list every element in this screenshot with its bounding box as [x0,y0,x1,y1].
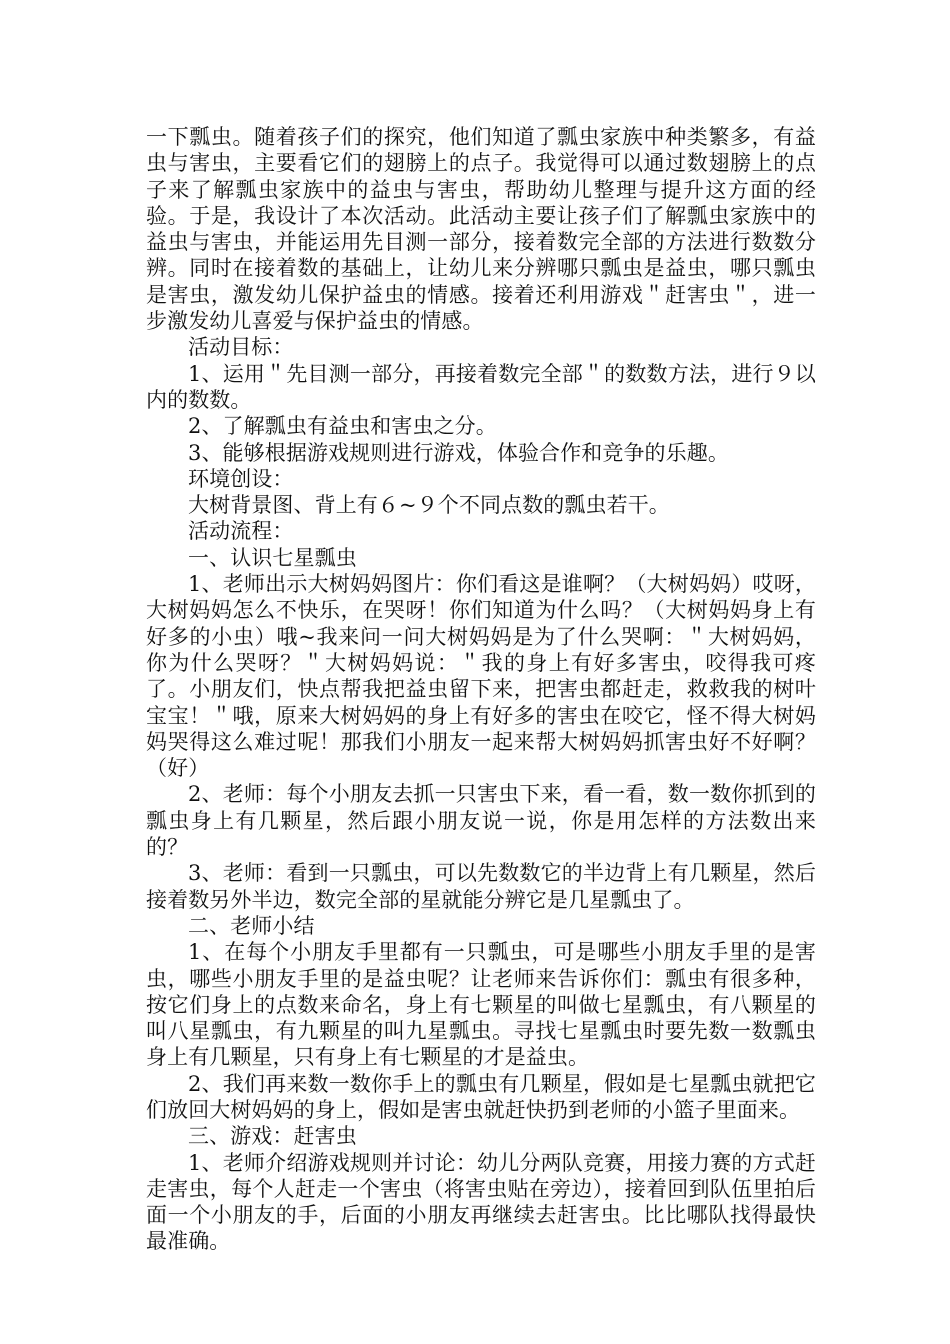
document-page [146,124,816,1255]
objective-item: 2、了解瓢虫有益虫和害虫之分。 [188,414,497,439]
process-paragraph: 1、老师介绍游戏规则并讨论：幼儿分两队竞赛，用接力赛的方式赶走害虫，每个人赶走一个害虫（将害虫贴在旁边），接着回到队伍里拍后面一个小朋友的手，后面的小朋友再继续去赶害虫。比比哪队找得最快最准确。 [146,1150,816,1254]
section-heading: 一、认识七星瓢虫 [188,545,357,570]
process-paragraph: 3、老师：看到一只瓢虫，可以先数数它的半边背上有几颗星，然后接着数另外半边，数完全部的星就能分辨它是几星瓢虫了。 [146,861,816,912]
section-heading: 二、老师小结 [188,913,315,938]
environment-text: 大树背景图、背上有６~９个不同点数的瓢虫若干。 [188,493,670,518]
section-heading: 三、游戏：赶害虫 [188,1124,357,1149]
heading-environment: 环境创设： [188,466,294,491]
heading-process: 活动流程： [188,519,294,544]
objective-item: 1、运用＂先目测一部分，再接着数完全部＂的数数方法，进行９以内的数数。 [146,361,816,412]
process-paragraph: 2、老师：每个小朋友去抓一只害虫下来，看一看，数一数你抓到的瓢虫身上有几颗星，然后跟小朋友说一说，你是用怎样的方法数出来的？ [146,782,816,860]
process-paragraph: 2、我们再来数一数你手上的瓢虫有几颗星，假如是七星瓢虫就把它们放回大树妈妈的身上，假如是害虫就赶快扔到老师的小篮子里面来。 [146,1071,816,1122]
intro-paragraph: 一下瓢虫。随着孩子们的探究，他们知道了瓢虫家族中种类繁多，有益虫与害虫，主要看它们的翅膀上的点子。我觉得可以通过数翅膀上的点子来了解瓢虫家族中的益虫与害虫，帮助幼儿整理与提升这方面的经验。于是，我设计了本次活动。此活动主要让孩子们了解瓢虫家族中的益虫与害虫，并能运用先目测一部分，接着数完全部的方法进行数数分辨。同时在接着数的基础上，让幼儿来分辨哪只瓢虫是益虫，哪只瓢虫是害虫，激发幼儿保护益虫的情感。接着还利用游戏＂赶害虫＂，进一步激发幼儿喜爱与保护益虫的情感。 [146,125,816,334]
process-paragraph: 1、在每个小朋友手里都有一只瓢虫，可是哪些小朋友手里的是害虫，哪些小朋友手里的是益虫呢？让老师来告诉你们：瓢虫有很多种，按它们身上的点数来命名，身上有七颗星的叫做七星瓢虫，有八颗星的叫八星瓢虫，有九颗星的叫九星瓢虫。寻找七星瓢虫时要先数一数瓢虫身上有几颗星，只有身上有七颗星的才是益虫。 [146,940,816,1070]
heading-objectives: 活动目标： [188,335,294,360]
objective-item: 3、能够根据游戏规则进行游戏，体验合作和竞争的乐趣。 [188,440,729,465]
process-paragraph: 1、老师出示大树妈妈图片：你们看这是谁啊？（大树妈妈）哎呀，大树妈妈怎么不快乐，在哭呀！你们知道为什么吗？（大树妈妈身上有好多的小虫）哦~我来问一问大树妈妈是为了什么哭啊：＂大树妈妈，你为什么哭呀？＂大树妈妈说：＂我的身上有好多害虫，咬得我可疼了。小朋友们，快点帮我把益虫留下来，把害虫都赶走，救救我的树叶宝宝！＂哦，原来大树妈妈的身上有好多的害虫在咬它，怪不得大树妈妈哭得这么难过呢！那我们小朋友一起来帮大树妈妈抓害虫好不好啊？（好） [146,572,816,781]
